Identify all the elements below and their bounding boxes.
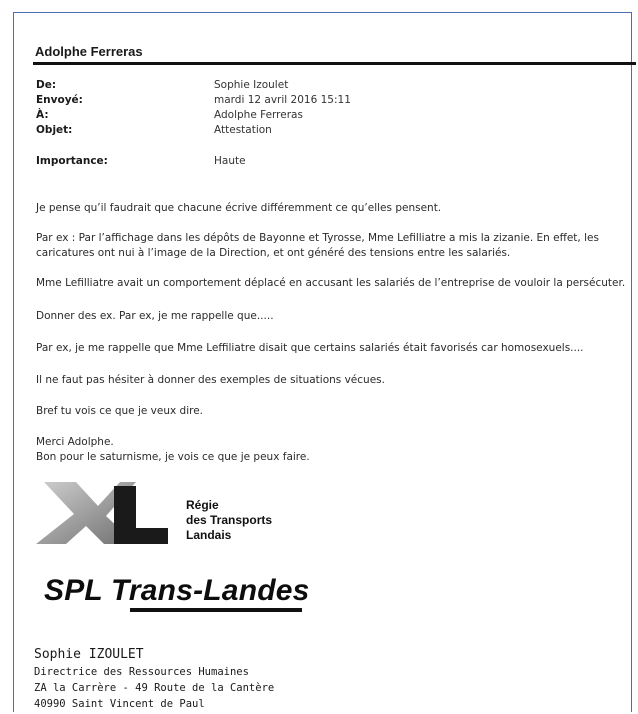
- body-paragraph: Bref tu vois ce que je veux dire.: [36, 405, 204, 417]
- rtl-logo: [36, 478, 296, 548]
- body-paragraph: Par ex : Par l’affichage dans les dépôts de Bayonne et Tyrosse, Mme Lefilliatre a mis la zizanie. En effet, les caricatures ont nui à l’image de la Direction, et ont généré des tensions entre les salariés.: [36, 232, 599, 259]
- brand-underline: [130, 608, 302, 612]
- signature-address-line: 40990 Saint Vincent de Paul: [34, 698, 205, 710]
- header-value-from: Sophie Izoulet: [214, 79, 289, 91]
- body-paragraph: Je pense qu’il faudrait que chacune écrive différemment ce qu’elles pensent.: [36, 202, 442, 214]
- xl-logo-icon: [36, 478, 176, 548]
- header-label-sent: Envoyé:: [36, 94, 83, 106]
- sender-name: Adolphe Ferreras: [35, 44, 143, 59]
- signature-role: Directrice des Ressources Humaines: [34, 666, 249, 678]
- body-paragraph: Par ex, je me rappelle que Mme Leffiliatre disait que certains salariés était favorisés car homosexuels....: [36, 342, 584, 354]
- header-rule: [33, 62, 636, 65]
- importance-value: Haute: [214, 155, 246, 167]
- header-label-subject: Objet:: [36, 124, 73, 136]
- header-label-to: À:: [36, 109, 49, 121]
- body-paragraph: Mme Lefilliatre avait un comportement déplacé en accusant les salariés de l’entreprise de vouloir la persécuter.: [36, 277, 626, 289]
- brand-title: SPL Trans-Landes: [44, 574, 310, 607]
- body-paragraph: Il ne faut pas hésiter à donner des exemples de situations vécues.: [36, 374, 385, 386]
- header-label-from: De:: [36, 79, 57, 91]
- signature-name: Sophie IZOULET: [34, 647, 144, 662]
- closing-line: Bon pour le saturnisme, je vois ce que je peux faire.: [36, 451, 310, 463]
- signature-address-line: ZA la Carrère - 49 Route de la Cantère: [34, 682, 275, 694]
- logo-line: Landais: [186, 528, 232, 542]
- importance-label: Importance:: [36, 155, 108, 167]
- logo-line: Régie: [186, 498, 219, 512]
- header-value-to: Adolphe Ferreras: [214, 109, 303, 121]
- header-value-subject: Attestation: [214, 124, 272, 136]
- closing-line: Merci Adolphe.: [36, 436, 114, 448]
- body-paragraph: Donner des ex. Par ex, je me rappelle que.....: [36, 310, 274, 322]
- header-value-sent: mardi 12 avril 2016 15:11: [214, 94, 351, 106]
- logo-line: des Transports: [186, 513, 273, 527]
